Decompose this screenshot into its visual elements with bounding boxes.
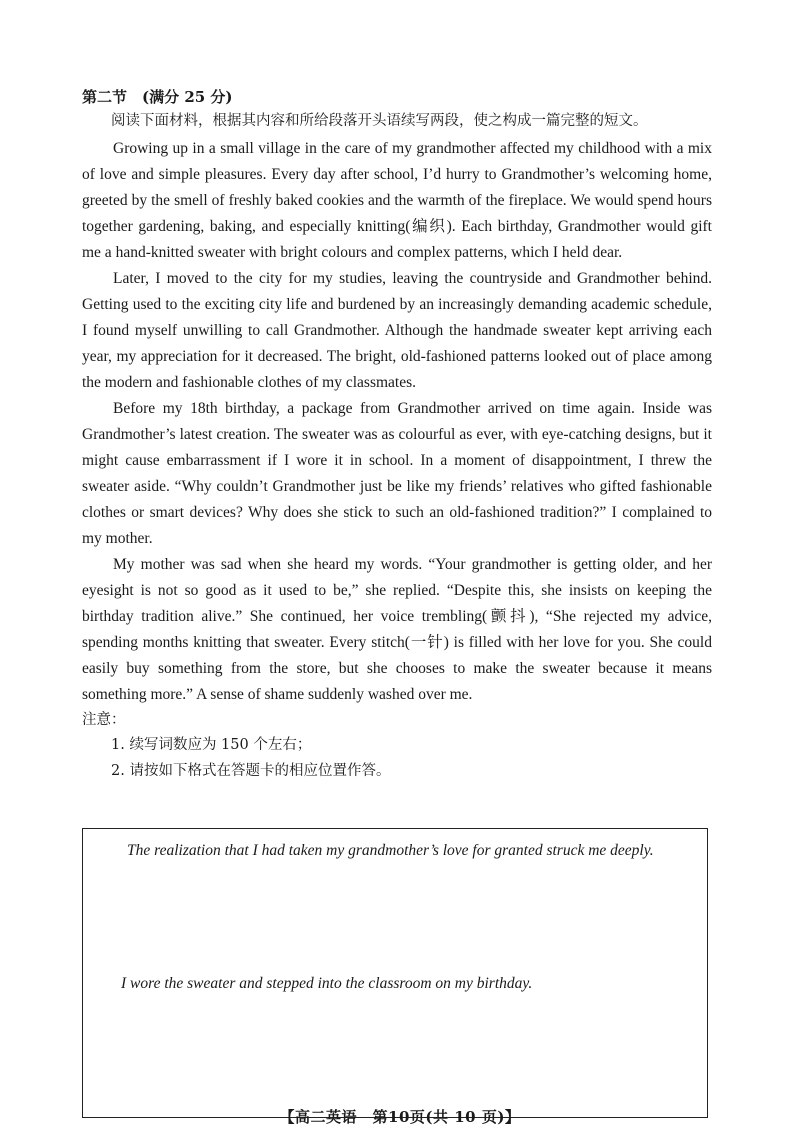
- paragraph-opening-1: The realization that I had taken my grandmother’s love for granted struck me deeply.: [127, 842, 654, 859]
- answer-box: [82, 828, 708, 1118]
- story-paragraph-3: Before my 18th birthday, a package from Grandmother arrived on time again. Inside was Grandmother’s latest creation. The sweater was as colourful as ever, with eye-catching designs, but it might cause embarrassment if I wore it in school. In a moment of disappointment, I threw the sweater aside. “Why couldn’t Grandmother just be like my friends’ relatives who gifted fashionable clothes or smart devices? Why does she stick to such an old-fashioned tradition?” I complained to my mother.: [82, 400, 712, 547]
- story-text: [82, 136, 712, 708]
- section-instruction: 阅读下面材料，根据其内容和所给段落开头语续写两段，使之构成一篇完整的短文。: [111, 113, 648, 129]
- notes-title: 注意：: [82, 712, 126, 728]
- note-item-1: 1. 续写词数应为 150 个左右；: [111, 737, 312, 753]
- note-item-2: 2. 请按如下格式在答题卡的相应位置作答。: [111, 763, 391, 779]
- section-title: 第二节 (满分 25 分): [82, 88, 233, 106]
- page-footer: 【高二英语 第10页(共 10 页)】: [279, 1108, 521, 1126]
- story-paragraph-2: Later, I moved to the city for my studies, leaving the countryside and Grandmother behind. Getting used to the exciting city life and burdened by an increasingly demanding academic schedule, I found myself unwilling to call Grandmother. Although the handmade sweater kept arriving each year, my appreciation for it decreased. The bright, old-fashioned patterns looked out of place among the modern and fashionable clothes of my classmates.: [82, 270, 712, 391]
- story-paragraph-1: Growing up in a small village in the care of my grandmother affected my childhood with a mix of love and simple pleasures. Every day after school, I’d hurry to Grandmother’s welcoming home, greeted by the smell of freshly baked cookies and the warmth of the fireplace. We would spend hours together gardening, baking, and especially knitting(编织). Each birthday, Grandmother would gift me a hand-knitted sweater with bright colours and complex patterns, which I held dear.: [82, 140, 712, 261]
- exam-page: [82, 86, 712, 784]
- paragraph-opening-2: I wore the sweater and stepped into the classroom on my birthday.: [121, 975, 533, 992]
- story-paragraph-4: My mother was sad when she heard my words. “Your grandmother is getting older, and her eyesight is not so good as it used to be,” she replied. “Despite this, she insists on keeping the birthday tradition alive.” She continued, her voice trembling(颤抖), “She rejected my advice, spending months knitting that sweater. Every stitch(一针) is filled with her love for you. She could easily buy something from the store, but she chooses to make the sweater because it means something more.” A sense of shame suddenly washed over me.: [82, 556, 712, 703]
